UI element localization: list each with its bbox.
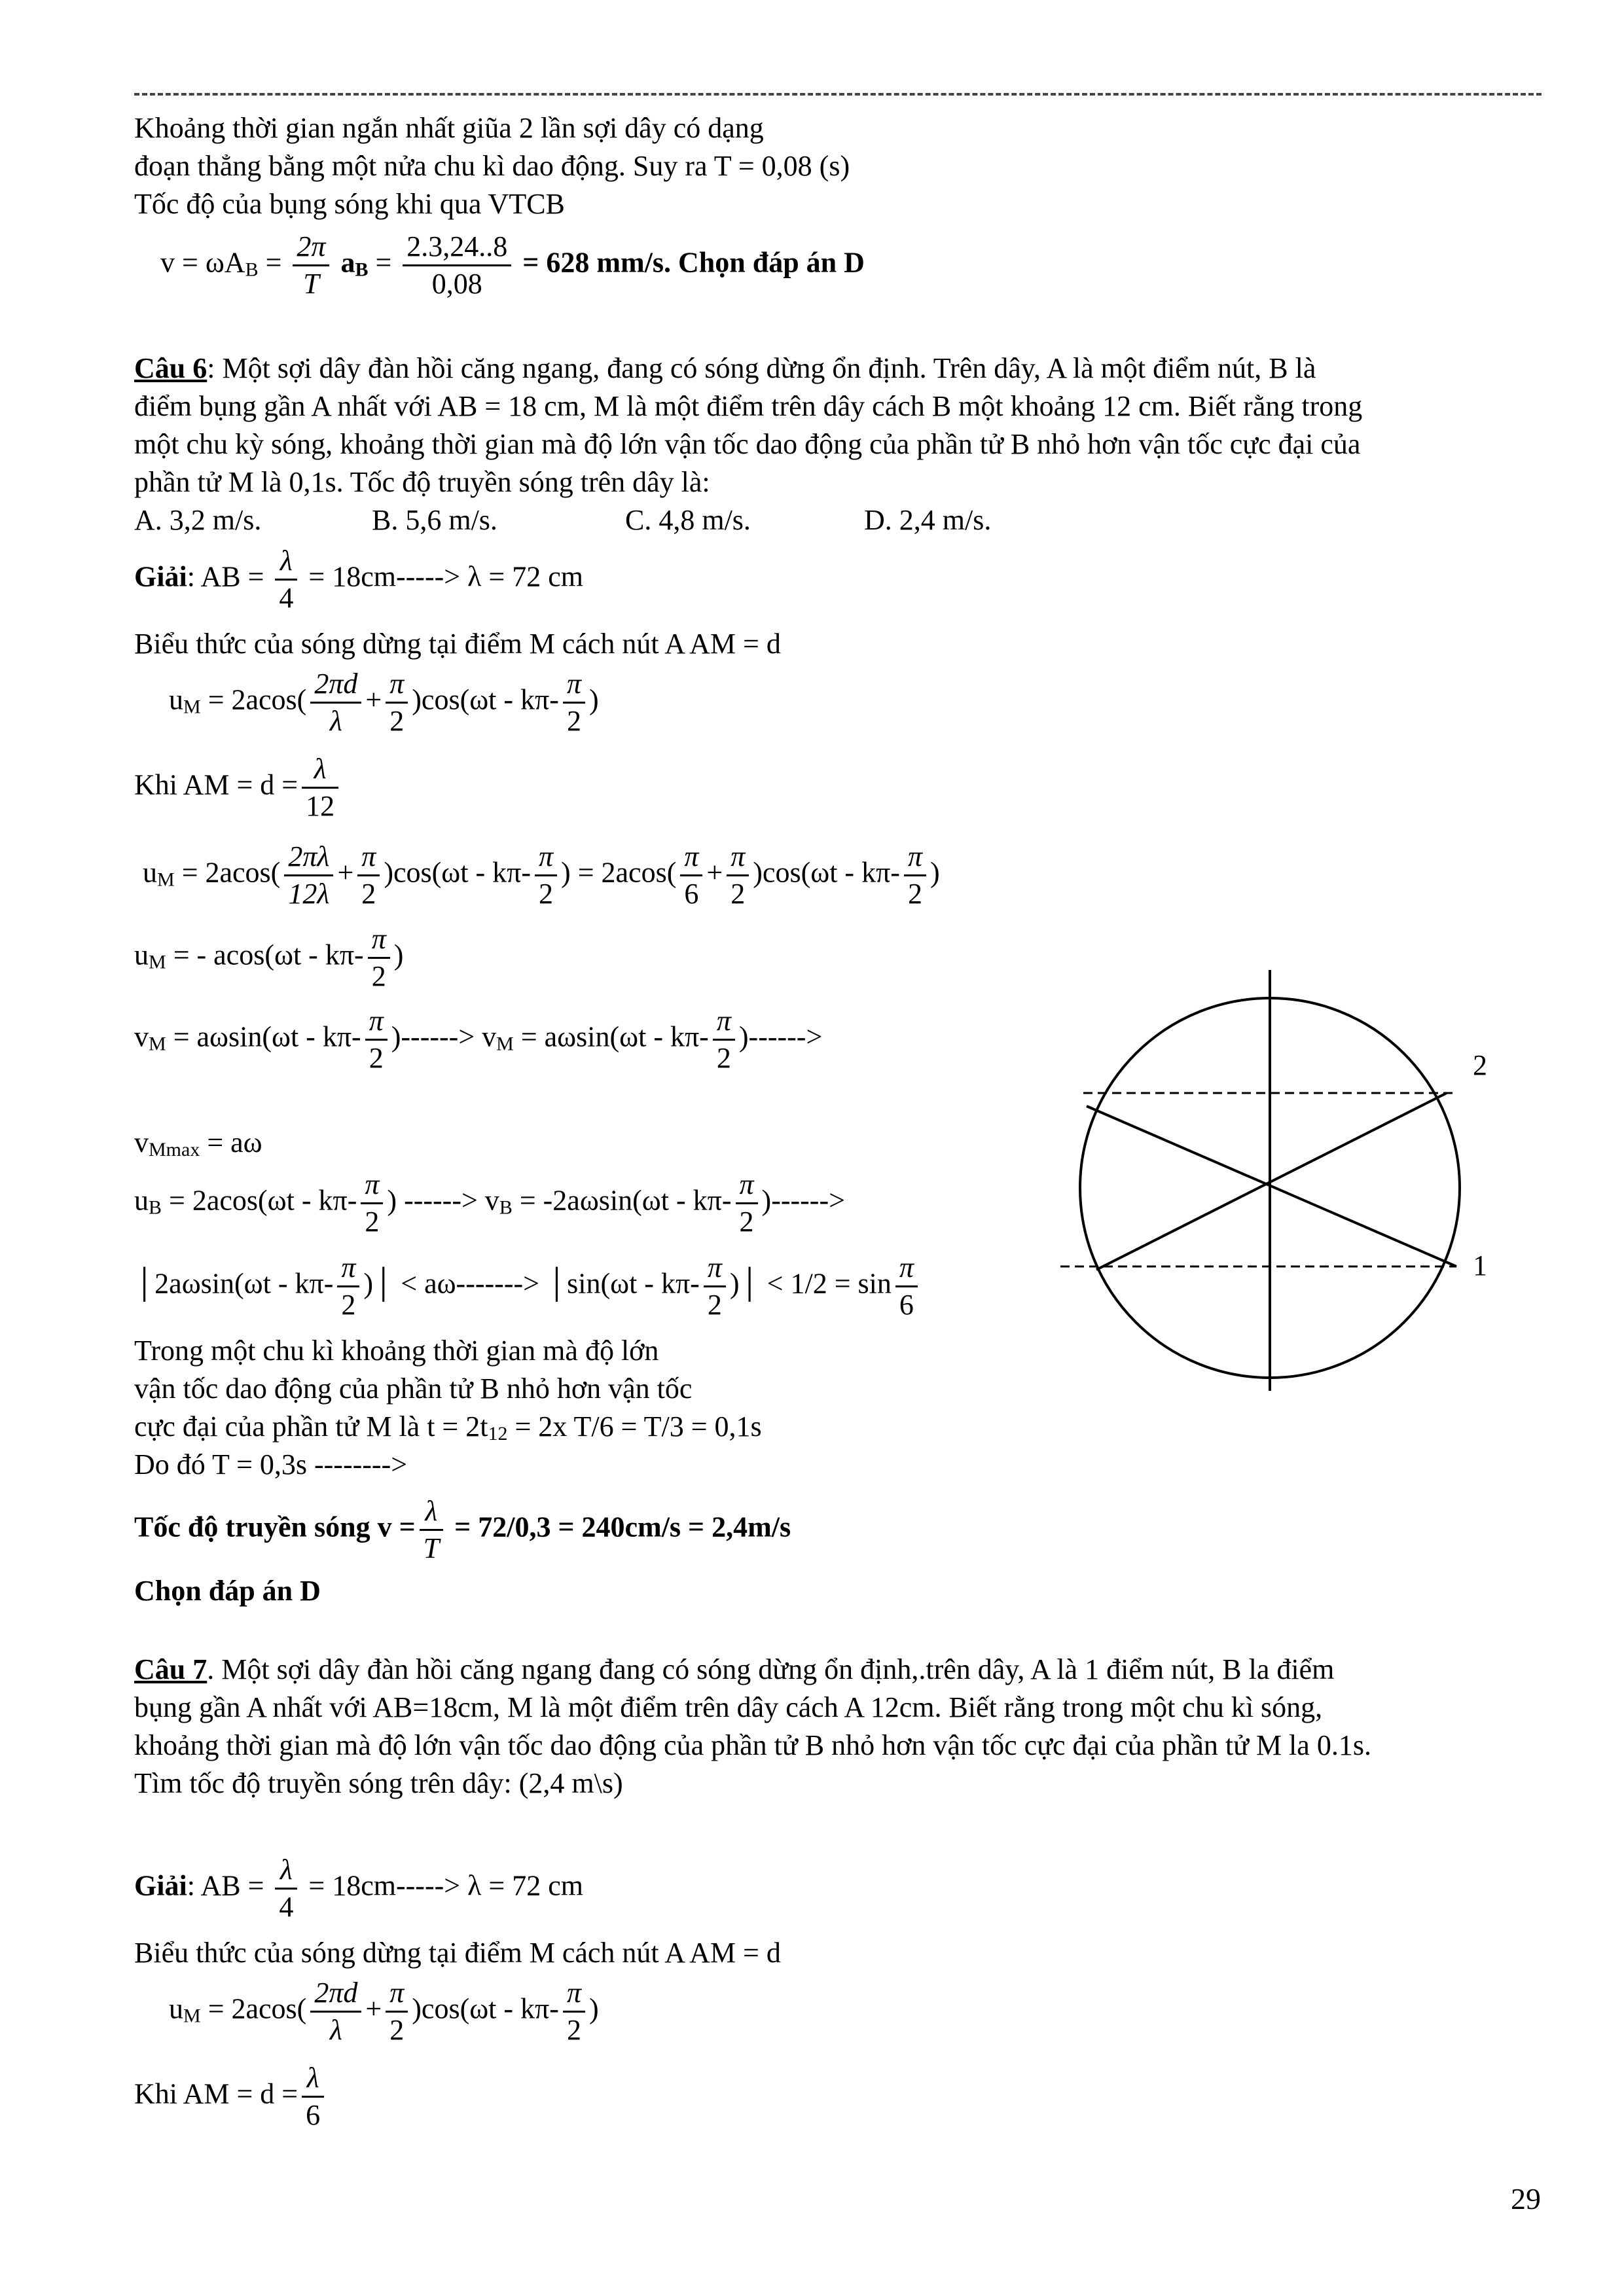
ineq-c: )│ < 1/2 = sin: [729, 1267, 892, 1300]
fraction-2pid-lambda: [310, 666, 361, 739]
fraction-pi-2: [357, 839, 380, 912]
frac-den: 2: [907, 878, 922, 910]
frac-num: π: [361, 1167, 383, 1204]
vm-sub: M: [496, 1033, 514, 1055]
top-dashed-rule: [134, 93, 1542, 96]
vm-a: = aωsin(ωt - kπ-: [166, 1020, 361, 1053]
vmmax-post: = aω: [200, 1126, 262, 1158]
q6-line-1: [134, 351, 1316, 386]
eq1-mid: a: [340, 246, 355, 279]
q6-option-d: D. 2,4 m/s.: [864, 504, 992, 536]
frac-num: π: [704, 1250, 726, 1287]
ub-arrow: ) ------> v: [387, 1184, 499, 1217]
plus-sign: +: [365, 1992, 382, 2025]
frac-den: 2: [566, 2014, 581, 2046]
um-sub: M: [157, 869, 175, 891]
um-sub: M: [183, 2005, 201, 2027]
um-pre: u: [143, 856, 157, 889]
t3-a: cực đại của phần tử M là t = 2t: [134, 1410, 488, 1443]
frac-den: 2: [731, 878, 746, 910]
um-a: = 2acos(: [200, 683, 307, 716]
vm-arrow: )------> v: [391, 1020, 497, 1053]
eq1-mid-eq: =: [368, 246, 392, 279]
frac-num: π: [895, 1250, 918, 1287]
um-pre: u: [169, 683, 183, 716]
fraction-pi-2: [736, 1167, 758, 1240]
q6-line-2: điểm bụng gần A nhất với AB = 18 cm, M là một điểm trên dây cách B một khoảng 12 cm. Biết rằng trong: [134, 390, 1363, 422]
intro-line-2: đoạn thẳng bằng một nửa chu kì dao động. Suy ra T = 0,08 (s): [134, 150, 850, 182]
q6-text-1: : Một sợi dây đàn hồi căng ngang, đang có sóng dừng ổn định. Trên dây, A là một điểm nút, B là: [207, 352, 1316, 384]
vm-pre: v: [134, 1020, 149, 1053]
frac-num: π: [563, 1975, 585, 2013]
sol6-ub-line: [134, 1167, 845, 1240]
vmmax-sub: Mmax: [149, 1139, 200, 1160]
fraction-lambda-4: [275, 1852, 297, 1925]
frac-den: 2: [707, 1289, 722, 1321]
frac-num: 2π: [293, 229, 329, 266]
sol6-inequality: [134, 1250, 922, 1323]
frac-num: λ: [302, 751, 338, 789]
sol6-vm-line: [134, 1003, 822, 1076]
frac-den: 2: [369, 1042, 384, 1074]
frac-den: 6: [684, 878, 699, 910]
frac-den: 0,08: [431, 268, 482, 300]
phase-circle-diagram: [1047, 962, 1545, 1394]
frac-den: 6: [899, 1289, 914, 1321]
fraction-2pilambda-12lambda: [284, 839, 333, 912]
eq1-lhs-sub: B: [245, 259, 259, 281]
um2-a: = 2acos(: [174, 856, 281, 889]
um-sub: M: [183, 696, 201, 718]
vm-b: = aωsin(ωt - kπ-: [513, 1020, 709, 1053]
sol6-bieu-thuc: Biểu thức của sóng dừng tại điểm M cách nút A AM = d: [134, 628, 781, 660]
fraction-pi-2: [563, 666, 585, 739]
t3-sub: 12: [488, 1423, 508, 1444]
fraction-lambda-12: [302, 751, 338, 824]
frac-den: T: [303, 268, 319, 300]
sol7-khi-am: [134, 2060, 328, 2133]
sol7-ab-pre: : AB =: [187, 1869, 264, 1902]
vm-sub: M: [149, 1033, 166, 1055]
um-pre: u: [169, 1992, 183, 2025]
q6-option-b: B. 5,6 m/s.: [372, 504, 497, 536]
diagonal-line-a: [1087, 1106, 1456, 1266]
fraction-numeric: [403, 229, 511, 302]
frac-den: 2: [371, 960, 386, 992]
q6-label: Câu 6: [134, 352, 208, 384]
vb-sub: B: [499, 1196, 513, 1219]
sol6-ab-pre: : AB =: [187, 560, 264, 593]
eq1-result: = 628 mm/s. Chọn đáp án D: [522, 246, 865, 279]
sol6-speed: [134, 1494, 791, 1566]
frac-num: π: [368, 922, 390, 959]
q6-option-a: A. 3,2 m/s.: [134, 504, 262, 536]
sol6-chon: Chọn đáp án D: [134, 1575, 321, 1607]
frac-den: 2: [716, 1042, 731, 1074]
fraction-pi-6: [895, 1250, 918, 1323]
speed-pre: Tốc độ truyền sóng v =: [134, 1511, 416, 1543]
um2-mid: ) = 2acos(: [561, 856, 677, 889]
q7-line-1: [134, 1653, 1334, 1687]
q6-line-4: phần tử M là 0,1s. Tốc độ truyền sóng trên dây là:: [134, 466, 710, 498]
velocity-equation: [160, 229, 865, 302]
cos-part: )cos(ωt - kπ-: [412, 683, 559, 716]
q6-line-3: một chu kỳ sóng, khoảng thời gian mà độ lớn vận tốc dao động của phần tử B nhỏ hơn vận tốc cực đại của: [134, 428, 1361, 460]
cos-part: )cos(ωt - kπ-: [412, 1992, 559, 2025]
fraction-pi-2: [563, 1975, 585, 2048]
frac-num: 2πd: [310, 1975, 361, 2013]
frac-num: λ: [302, 2060, 324, 2098]
point-label-1: 1: [1473, 1249, 1487, 1282]
frac-num: π: [365, 1003, 388, 1041]
um-a: = 2acos(: [200, 1992, 307, 2025]
frac-den: 4: [279, 582, 294, 614]
sol7-ab-line: [134, 1852, 583, 1925]
sol7-bieu-thuc: Biểu thức của sóng dừng tại điểm M cách nút A AM = d: [134, 1937, 781, 1969]
vm-end: )------>: [738, 1020, 823, 1053]
sol6-khi-am: [134, 751, 342, 824]
close-paren: ): [393, 939, 404, 971]
um-pre: u: [134, 939, 149, 971]
frac-den: 12λ: [288, 878, 330, 910]
plus-sign: +: [706, 856, 723, 889]
frac-den: λ: [329, 705, 342, 737]
q7-text-1: . Một sợi dây đàn hồi căng ngang đang có sóng dừng ổn định,.trên dây, A là 1 điểm nút, B la điểm: [207, 1653, 1335, 1685]
point-label-2: 2: [1473, 1049, 1487, 1081]
sol6-um-general: [169, 666, 599, 739]
frac-num: π: [563, 666, 585, 704]
frac-den: 2: [539, 878, 554, 910]
frac-den: 4: [279, 1891, 294, 1923]
sol6-text-4: Do đó T = 0,3s -------->: [134, 1448, 408, 1480]
khi-am-text: Khi AM = d =: [134, 768, 298, 801]
sol6-vmmax: [134, 1126, 262, 1160]
sol6-ab-line: [134, 543, 583, 616]
ub-a: = 2acos(ωt - kπ-: [162, 1184, 357, 1217]
vmmax-pre: v: [134, 1126, 149, 1158]
fraction-pi-2: [727, 839, 749, 912]
fraction-2pi-over-T: [293, 229, 329, 302]
plus-sign: +: [337, 856, 354, 889]
frac-num: 2πd: [310, 666, 361, 704]
ub-sub: B: [149, 1196, 162, 1219]
frac-num: π: [357, 839, 380, 876]
frac-den: 2: [341, 1289, 356, 1321]
sol6-um-simplified: [134, 922, 403, 994]
sol7-giai-label: Giải: [134, 1869, 187, 1902]
eq1-mid-sub: B: [355, 259, 369, 281]
ineq-a: │2aωsin(ωt - kπ-: [134, 1267, 334, 1300]
diagonal-line-b: [1096, 1093, 1447, 1270]
sol6-text-2: vận tốc dao động của phần tử B nhỏ hơn vận tốc: [134, 1372, 693, 1405]
frac-den: 2: [389, 705, 405, 737]
frac-num: π: [386, 1975, 408, 2013]
sol6-text-1: Trong một chu kì khoảng thời gian mà độ lớn: [134, 1335, 659, 1367]
fraction-pi-2: [368, 922, 390, 994]
fraction-pi-2: [904, 839, 926, 912]
frac-den: 12: [306, 790, 335, 822]
frac-num: π: [337, 1250, 359, 1287]
frac-den: λ: [329, 2014, 342, 2046]
q7-line-3: khoảng thời gian mà độ lớn vận tốc dao động của phần tử B nhỏ hơn vận tốc cực đại của phần tử M la 0.1s.: [134, 1729, 1371, 1761]
fraction-pi-6: [680, 839, 702, 912]
frac-num: π: [904, 839, 926, 876]
plus-sign: +: [365, 683, 382, 716]
sol6-um-substituted: [143, 839, 940, 912]
t3-b: = 2x T/6 = T/3 = 0,1s: [507, 1410, 762, 1443]
um3-a: = - acos(ωt - kπ-: [166, 939, 364, 971]
q7-line-2: bụng gần A nhất với AB=18cm, M là một điểm trên dây cách A 12cm. Biết rằng trong một chu kì sóng,: [134, 1691, 1323, 1723]
cos-part: )cos(ωt - kπ-: [753, 856, 900, 889]
frac-den: 2: [389, 2014, 405, 2046]
intro-line-1: Khoảng thời gian ngắn nhất giũa 2 lần sợi dây có dạng: [134, 112, 764, 144]
ub-end: )------>: [761, 1184, 845, 1217]
fraction-pi-2: [713, 1003, 735, 1076]
q7-label: Câu 7: [134, 1653, 208, 1685]
sol6-ab-post: = 18cm-----> λ = 72 cm: [301, 560, 583, 593]
speed-post: = 72/0,3 = 240cm/s = 2,4m/s: [447, 1511, 791, 1543]
frac-num: π: [713, 1003, 735, 1041]
frac-num: π: [736, 1167, 758, 1204]
sol7-um-general: [169, 1975, 599, 2048]
eq1-lhs: v = ωA: [160, 246, 245, 279]
close-paren: ): [930, 856, 940, 889]
fraction-pi-2: [386, 1975, 408, 2048]
frac-num: π: [680, 839, 702, 876]
eq1-eq: =: [258, 246, 282, 279]
frac-num: λ: [275, 1852, 297, 1890]
fraction-pi-2: [365, 1003, 388, 1076]
fraction-2pid-lambda: [310, 1975, 361, 2048]
frac-den: 6: [306, 2099, 321, 2131]
frac-den: 2: [365, 1206, 380, 1238]
close-paren: ): [588, 1992, 599, 2025]
cos-part: )cos(ωt - kπ-: [384, 856, 531, 889]
frac-num: 2πλ: [284, 839, 333, 876]
fraction-pi-2: [337, 1250, 359, 1323]
sol6-giai-label: Giải: [134, 560, 187, 593]
fraction-pi-2: [535, 839, 557, 912]
q7-line-4: Tìm tốc độ truyền sóng trên dây: (2,4 m\s): [134, 1767, 623, 1799]
intro-line-3: Tốc độ của bụng sóng khi qua VTCB: [134, 188, 565, 220]
ineq-b: )│ < aω-------> │sin(ωt - kπ-: [363, 1267, 700, 1300]
frac-den: 2: [566, 705, 581, 737]
frac-den: 2: [739, 1206, 754, 1238]
khi-am-text: Khi AM = d =: [134, 2077, 298, 2110]
frac-num: π: [727, 839, 749, 876]
frac-num: λ: [275, 543, 297, 581]
frac-den: T: [423, 1532, 440, 1564]
um-sub: M: [149, 951, 166, 973]
fraction-lambda-6: [302, 2060, 324, 2133]
page-number: 29: [1511, 2182, 1541, 2215]
frac-num: π: [535, 839, 557, 876]
frac-num: π: [386, 666, 408, 704]
fraction-lambda-T: [420, 1494, 443, 1566]
fraction-pi-2: [704, 1250, 726, 1323]
fraction-lambda-4: [275, 543, 297, 616]
frac-den: 2: [361, 878, 376, 910]
ub-pre: u: [134, 1184, 149, 1217]
sol7-ab-post: = 18cm-----> λ = 72 cm: [301, 1869, 583, 1902]
close-paren: ): [588, 683, 599, 716]
frac-num: 2.3,24..8: [403, 229, 511, 266]
frac-num: λ: [420, 1494, 443, 1531]
fraction-pi-2: [361, 1167, 383, 1240]
sol6-text-3: [134, 1410, 762, 1444]
ub-b: = -2aωsin(ωt - kπ-: [512, 1184, 732, 1217]
fraction-pi-2: [386, 666, 408, 739]
q6-option-c: C. 4,8 m/s.: [625, 504, 751, 536]
